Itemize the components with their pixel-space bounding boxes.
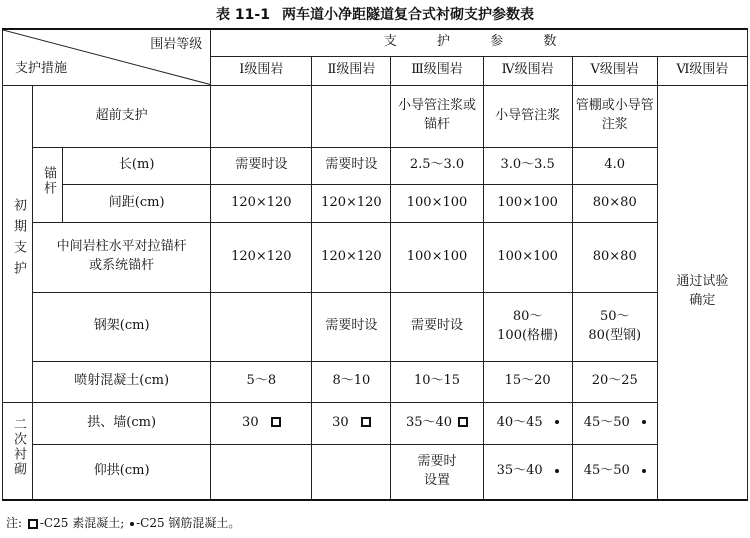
plain-concrete-icon (28, 519, 38, 529)
table-cell: 45～50 (572, 402, 657, 444)
plain-concrete-icon (271, 417, 281, 427)
table-cell: 4.0 (572, 147, 657, 184)
note-prefix: 注: (6, 516, 23, 530)
secondary-lining-group: 二次衬砌 (3, 402, 33, 500)
table-cell: 120×120 (211, 222, 312, 292)
table-cell: 80×80 (572, 222, 657, 292)
row-label-shotcrete: 喷射混凝土(cm) (33, 361, 211, 402)
table-cell (211, 444, 312, 500)
table-cell: 管棚或小导管注浆 (572, 85, 657, 147)
plain-concrete-icon (458, 417, 468, 427)
row-label-arch: 拱、墙(cm) (33, 402, 211, 444)
table-cell: 35～40 (483, 444, 572, 500)
table-cell: 80×80 (572, 184, 657, 222)
table-cell: 120×120 (312, 222, 391, 292)
table-cell: 100×100 (391, 222, 483, 292)
table-cell: 需要时设 (211, 147, 312, 184)
table-cell: 100×100 (391, 184, 483, 222)
table-cell: 35～40 (391, 402, 483, 444)
table-cell (312, 85, 391, 147)
table-cell: 小导管注浆 (483, 85, 572, 147)
grade-3-header: Ⅲ级围岩 (391, 56, 483, 85)
table-cell: 3.0～3.5 (483, 147, 572, 184)
table-cell: 需要时设 (312, 292, 391, 361)
table-cell: 100×100 (483, 184, 572, 222)
table-cell: 30 (211, 402, 312, 444)
header-corner-cell (3, 29, 211, 85)
support-parameter-table (2, 28, 748, 501)
note-reinforced: -C25 钢筋混凝土。 (136, 516, 241, 530)
table-cell: 15～20 (483, 361, 572, 402)
table-cell: 100×100 (483, 222, 572, 292)
grade-5-header: Ⅴ级围岩 (572, 56, 657, 85)
row-label-bolt-spacing: 间距(cm) (63, 184, 211, 222)
table-cell: 30 (312, 402, 391, 444)
grade-6-header: Ⅵ级围岩 (657, 56, 747, 85)
corner-bottom-label: 支护措施 (15, 60, 68, 76)
initial-support-group: 初期支护 (3, 85, 33, 402)
table-cell: 10～15 (391, 361, 483, 402)
row-label-advance: 超前支护 (33, 85, 211, 147)
row-label-invert: 仰拱(cm) (33, 444, 211, 500)
reinforced-concrete-icon (642, 469, 646, 473)
reinforced-concrete-icon (130, 522, 134, 526)
reinforced-concrete-icon (555, 420, 559, 424)
corner-top-label: 围岩等级 (150, 37, 203, 52)
support-params-header: 支 护 参 数 (211, 29, 748, 56)
plain-concrete-icon (361, 417, 371, 427)
table-cell: 2.5～3.0 (391, 147, 483, 184)
row-label-bolt-length: 长(m) (63, 147, 211, 184)
table-cell: 45～50 (572, 444, 657, 500)
row-label-pillar: 中间岩柱水平对拉锚杆或系统锚杆 (33, 222, 211, 292)
grade-4-header: Ⅳ级围岩 (483, 56, 572, 85)
table-title (0, 4, 750, 24)
row-label-steel: 钢架(cm) (33, 292, 211, 361)
note-plain: -C25 素混凝土; (39, 516, 125, 530)
table-number: 表 11-1 (216, 7, 270, 23)
table-cell: 20～25 (572, 361, 657, 402)
table-cell: 80～100(格栅) (483, 292, 572, 361)
table-caption: 两车道小净距隧道复合式衬砌支护参数表 (281, 7, 534, 23)
table-note (6, 514, 240, 531)
grade-2-header: Ⅱ级围岩 (312, 56, 391, 85)
table-cell: 需要时设 (391, 292, 483, 361)
bolt-group: 锚杆 (33, 147, 63, 222)
reinforced-concrete-icon (555, 469, 559, 473)
table-cell: 120×120 (211, 184, 312, 222)
table-cell: 50～80(型钢) (572, 292, 657, 361)
grade-1-header: Ⅰ级围岩 (211, 56, 312, 85)
table-cell: 8～10 (312, 361, 391, 402)
table-cell: 需要时设 (312, 147, 391, 184)
table-cell: 小导管注浆或锚杆 (391, 85, 483, 147)
table-cell: 120×120 (312, 184, 391, 222)
table-cell (211, 292, 312, 361)
table-cell: 5～8 (211, 361, 312, 402)
grade-6-value: 通过试验确定 (657, 85, 747, 500)
reinforced-concrete-icon (642, 420, 646, 424)
table-cell: 40～45 (483, 402, 572, 444)
table-cell (312, 444, 391, 500)
table-cell (211, 85, 312, 147)
table-cell: 需要时设置 (391, 444, 483, 500)
